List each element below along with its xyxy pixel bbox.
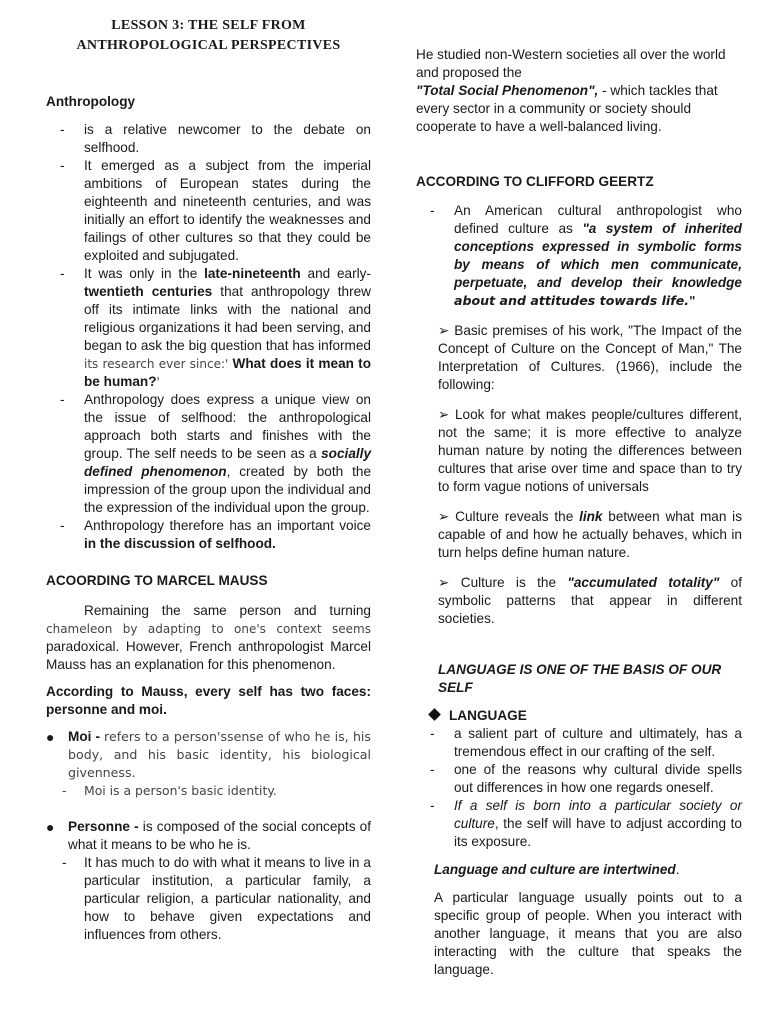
page-title: LESSON 3: THE SELF FROM ANTHROPOLOGICAL PERSPECTIVES [76,18,341,53]
geertz-section [416,173,742,628]
list-item: - a salient part of culture and ultimately, has a tremendous effect in our crafting of the self. [416,725,742,761]
anthropology-heading: Anthropology [46,94,136,109]
mauss-section [46,572,371,944]
list-item: ➢ Basic premises of his work, "The Impact of the Concept of Culture on the Concept of Man," The Interpretation of Cultures. (1966), include the following: [438,323,742,392]
list-item: - is a relative newcomer to the debate on selfhood. [46,121,371,157]
list-item: - It was only in the late-nineteenth and early-twentieth centuries that anthropology threw off its intimate links with the national and religious organizations it had been serving, and began to ask the big question that has informed its research ever since:' What does it mean to be human?' [46,265,371,391]
intertwined-note: Language and culture are intertwined. [434,862,680,877]
diamond-bullet-icon [428,708,441,721]
anthropology-section [46,93,371,553]
list-item: - It emerged as a subject from the imperial ambitions of European states during the eighteenth and nineteenth centuries, and was initially an effort to identify the weaknesses and failings of other cultures so that they could be exploited and subjugated. [46,157,371,265]
list-item: ● Personne - is composed of the social concepts of what it means to be who he is. [46,819,372,852]
list-item: - If a self is born into a particular society or culture, the self will have to adjust according to its exposure. [416,797,742,851]
list-item: - Moi is a person's basic identity. [46,782,371,800]
list-item: - one of the reasons why cultural divide spells out differences in how one regards oneself. [416,761,742,797]
list-item: - An American cultural anthropologist who defined culture as "a system of inherited conceptions expressed in symbolic forms by means of which men communicate, perpetuate, and develop their knowledge about and attitudes towards life." [416,202,742,310]
language-closing-paragraph: A particular language usually points out to a specific group of people. When you interact with another language, it means that you are also interacting with the culture that speaks the language. [434,890,742,977]
mauss-heading: ACOORDING TO MARCEL MAUSS [46,573,268,588]
list-item: ➢ Look for what makes people/cultures different, not the same; it is more effective to analyze human nature by noting the differences between cultures that arise over time and space than to try to form vague notions of universals [438,407,742,494]
mauss-two-faces: According to Mauss, every self has two faces: personne and moi. [46,684,371,717]
mauss-paragraph: Remaining the same person and turning chameleon by adapting to one's context seems paradoxical. However, French anthropologist Marcel Mauss has an explanation for this phenomenon. [46,603,371,672]
language-subheading: LANGUAGE [416,707,742,725]
list-item: ● Moi - refers to a person'ssense of who he is, his body, and his basic identity, his biological givenness. [46,729,371,780]
language-heading: LANGUAGE IS ONE OF THE BASIS OF OUR SELF [438,662,722,695]
language-section [416,661,742,979]
list-item: - Anthropology therefore has an important voice in the discussion of selfhood. [46,517,371,553]
list-item: - Anthropology does express a unique view on the issue of selfhood: the anthropological approach both starts and finishes with the group. The self needs to be seen as a socially defined phenomenon, created by both the impression of the group upon the individual and the expression of the individual upon the group. [46,391,371,517]
total-social-phenomenon: He studied non-Western societies all over the world and proposed the "Total Social Phenomenon", - which tackles that every sector in a community or society should cooperate to have a well-balanced living. [416,47,726,134]
geertz-heading: ACCORDING TO CLIFFORD GEERTZ [416,174,654,189]
list-item: ➢ Culture reveals the link between what man is capable of and how he actually behaves, which in turn helps define human nature. [438,509,742,560]
list-item: - It has much to do with what it means to live in a particular institution, a particular family, a particular religion, a particular nationality, and how to behave given expectations and influences from others. [46,854,371,944]
list-item: ➢ Culture is the "accumulated totality" of symbolic patterns that appear in different societies. [438,575,742,626]
